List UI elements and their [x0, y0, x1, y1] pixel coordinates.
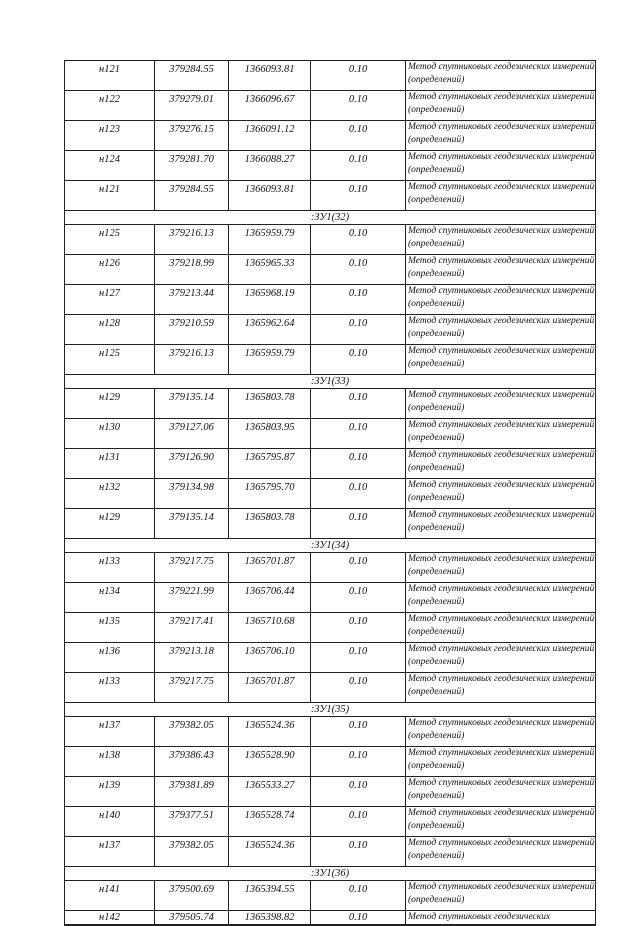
- x-coordinate-cell: 379134.98: [155, 479, 229, 509]
- table-row: [65, 419, 596, 449]
- coordinates-table: [64, 60, 596, 926]
- point-name-cell: н136: [65, 643, 155, 673]
- point-name-cell: н129: [65, 389, 155, 419]
- method-cell: Метод спутниковых геодезических измерений (определений): [406, 613, 596, 643]
- y-coordinate-cell: 1365701.87: [229, 673, 311, 703]
- table-row: [65, 315, 596, 345]
- accuracy-cell: 0.10: [311, 419, 406, 449]
- accuracy-cell: 0.10: [311, 643, 406, 673]
- method-cell: Метод спутниковых геодезических измерений (определений): [406, 449, 596, 479]
- accuracy-cell: 0.10: [311, 747, 406, 777]
- point-name-cell: н125: [65, 345, 155, 375]
- section-title: :ЗУ1(36): [65, 867, 596, 881]
- table-row: [65, 151, 596, 181]
- table-row: [65, 747, 596, 777]
- table-row: [65, 777, 596, 807]
- table-row: [65, 583, 596, 613]
- section-header-row: [65, 703, 596, 717]
- accuracy-cell: 0.10: [311, 285, 406, 315]
- method-cell: Метод спутниковых геодезических измерений (определений): [406, 389, 596, 419]
- point-name-cell: н141: [65, 881, 155, 911]
- method-cell: Метод спутниковых геодезических: [406, 911, 596, 926]
- section-header-row: [65, 211, 596, 225]
- point-name-cell: н129: [65, 509, 155, 539]
- table-row: [65, 837, 596, 867]
- table-row: [65, 345, 596, 375]
- accuracy-cell: 0.10: [311, 673, 406, 703]
- accuracy-cell: 0.10: [311, 881, 406, 911]
- coordinates-document: [64, 60, 595, 926]
- point-name-cell: н138: [65, 747, 155, 777]
- x-coordinate-cell: 379284.55: [155, 61, 229, 91]
- point-name-cell: н140: [65, 807, 155, 837]
- table-row: [65, 91, 596, 121]
- accuracy-cell: 0.10: [311, 181, 406, 211]
- accuracy-cell: 0.10: [311, 553, 406, 583]
- table-row: [65, 553, 596, 583]
- y-coordinate-cell: 1365394.55: [229, 881, 311, 911]
- x-coordinate-cell: 379381.89: [155, 777, 229, 807]
- accuracy-cell: 0.10: [311, 225, 406, 255]
- accuracy-cell: 0.10: [311, 449, 406, 479]
- accuracy-cell: 0.10: [311, 151, 406, 181]
- x-coordinate-cell: 379382.05: [155, 837, 229, 867]
- method-cell: Метод спутниковых геодезических измерений (определений): [406, 91, 596, 121]
- point-name-cell: н139: [65, 777, 155, 807]
- y-coordinate-cell: 1365795.70: [229, 479, 311, 509]
- x-coordinate-cell: 379279.01: [155, 91, 229, 121]
- method-cell: Метод спутниковых геодезических измерений (определений): [406, 807, 596, 837]
- x-coordinate-cell: 379126.90: [155, 449, 229, 479]
- section-title: :ЗУ1(32): [65, 211, 596, 225]
- point-name-cell: н142: [65, 911, 155, 926]
- point-name-cell: н124: [65, 151, 155, 181]
- method-cell: Метод спутниковых геодезических измерений (определений): [406, 747, 596, 777]
- table-row: [65, 509, 596, 539]
- method-cell: Метод спутниковых геодезических измерений (определений): [406, 225, 596, 255]
- y-coordinate-cell: 1365803.95: [229, 419, 311, 449]
- table-row: [65, 643, 596, 673]
- method-cell: Метод спутниковых геодезических измерений (определений): [406, 553, 596, 583]
- table-row: [65, 225, 596, 255]
- method-cell: Метод спутниковых геодезических измерений (определений): [406, 315, 596, 345]
- x-coordinate-cell: 379276.15: [155, 121, 229, 151]
- y-coordinate-cell: 1366091.12: [229, 121, 311, 151]
- y-coordinate-cell: 1366096.67: [229, 91, 311, 121]
- y-coordinate-cell: 1365524.36: [229, 717, 311, 747]
- method-cell: Метод спутниковых геодезических измерений (определений): [406, 509, 596, 539]
- point-name-cell: н122: [65, 91, 155, 121]
- method-cell: Метод спутниковых геодезических измерений (определений): [406, 777, 596, 807]
- accuracy-cell: 0.10: [311, 583, 406, 613]
- section-header-row: [65, 867, 596, 881]
- accuracy-cell: 0.10: [311, 613, 406, 643]
- table-row: [65, 613, 596, 643]
- point-name-cell: н133: [65, 553, 155, 583]
- y-coordinate-cell: 1365962.64: [229, 315, 311, 345]
- accuracy-cell: 0.10: [311, 315, 406, 345]
- table-row: [65, 449, 596, 479]
- method-cell: Метод спутниковых геодезических измерений (определений): [406, 255, 596, 285]
- table-row: [65, 285, 596, 315]
- table-row: [65, 807, 596, 837]
- y-coordinate-cell: 1366093.81: [229, 181, 311, 211]
- table-row: [65, 673, 596, 703]
- y-coordinate-cell: 1365710.68: [229, 613, 311, 643]
- method-cell: Метод спутниковых геодезических измерений (определений): [406, 151, 596, 181]
- table-row: [65, 717, 596, 747]
- x-coordinate-cell: 379500.69: [155, 881, 229, 911]
- y-coordinate-cell: 1365803.78: [229, 389, 311, 419]
- section-header-row: [65, 375, 596, 389]
- y-coordinate-cell: 1365965.33: [229, 255, 311, 285]
- point-name-cell: н125: [65, 225, 155, 255]
- accuracy-cell: 0.10: [311, 777, 406, 807]
- point-name-cell: н135: [65, 613, 155, 643]
- y-coordinate-cell: 1366093.81: [229, 61, 311, 91]
- y-coordinate-cell: 1365528.74: [229, 807, 311, 837]
- method-cell: Метод спутниковых геодезических измерений (определений): [406, 121, 596, 151]
- x-coordinate-cell: 379213.44: [155, 285, 229, 315]
- section-title: :ЗУ1(33): [65, 375, 596, 389]
- y-coordinate-cell: 1365398.82: [229, 911, 311, 926]
- point-name-cell: н128: [65, 315, 155, 345]
- accuracy-cell: 0.10: [311, 91, 406, 121]
- x-coordinate-cell: 379218.99: [155, 255, 229, 285]
- coordinates-table-body: [65, 61, 596, 926]
- y-coordinate-cell: 1365706.10: [229, 643, 311, 673]
- x-coordinate-cell: 379221.99: [155, 583, 229, 613]
- y-coordinate-cell: 1365706.44: [229, 583, 311, 613]
- method-cell: Метод спутниковых геодезических измерений (определений): [406, 285, 596, 315]
- x-coordinate-cell: 379127.06: [155, 419, 229, 449]
- x-coordinate-cell: 379382.05: [155, 717, 229, 747]
- x-coordinate-cell: 379217.41: [155, 613, 229, 643]
- y-coordinate-cell: 1365528.90: [229, 747, 311, 777]
- x-coordinate-cell: 379217.75: [155, 553, 229, 583]
- accuracy-cell: 0.10: [311, 61, 406, 91]
- point-name-cell: н133: [65, 673, 155, 703]
- table-row: [65, 181, 596, 211]
- accuracy-cell: 0.10: [311, 837, 406, 867]
- x-coordinate-cell: 379210.59: [155, 315, 229, 345]
- method-cell: Метод спутниковых геодезических измерений (определений): [406, 673, 596, 703]
- section-title: :ЗУ1(34): [65, 539, 596, 553]
- method-cell: Метод спутниковых геодезических измерений (определений): [406, 419, 596, 449]
- y-coordinate-cell: 1365533.27: [229, 777, 311, 807]
- x-coordinate-cell: 379281.70: [155, 151, 229, 181]
- point-name-cell: н127: [65, 285, 155, 315]
- point-name-cell: н121: [65, 61, 155, 91]
- point-name-cell: н137: [65, 837, 155, 867]
- method-cell: Метод спутниковых геодезических измерений (определений): [406, 583, 596, 613]
- accuracy-cell: 0.10: [311, 911, 406, 926]
- point-name-cell: н134: [65, 583, 155, 613]
- accuracy-cell: 0.10: [311, 509, 406, 539]
- accuracy-cell: 0.10: [311, 807, 406, 837]
- method-cell: Метод спутниковых геодезических измерений (определений): [406, 717, 596, 747]
- x-coordinate-cell: 379505.74: [155, 911, 229, 926]
- section-title: :ЗУ1(35): [65, 703, 596, 717]
- table-row: [65, 389, 596, 419]
- x-coordinate-cell: 379213.18: [155, 643, 229, 673]
- accuracy-cell: 0.10: [311, 479, 406, 509]
- accuracy-cell: 0.10: [311, 121, 406, 151]
- y-coordinate-cell: 1366088.27: [229, 151, 311, 181]
- table-row: [65, 881, 596, 911]
- x-coordinate-cell: 379135.14: [155, 389, 229, 419]
- section-header-row: [65, 539, 596, 553]
- x-coordinate-cell: 379217.75: [155, 673, 229, 703]
- table-row: [65, 61, 596, 91]
- method-cell: Метод спутниковых геодезических измерений (определений): [406, 181, 596, 211]
- point-name-cell: н137: [65, 717, 155, 747]
- point-name-cell: н130: [65, 419, 155, 449]
- y-coordinate-cell: 1365803.78: [229, 509, 311, 539]
- y-coordinate-cell: 1365959.79: [229, 225, 311, 255]
- accuracy-cell: 0.10: [311, 255, 406, 285]
- table-row: [65, 255, 596, 285]
- table-row: [65, 911, 596, 926]
- method-cell: Метод спутниковых геодезических измерений (определений): [406, 345, 596, 375]
- point-name-cell: н123: [65, 121, 155, 151]
- accuracy-cell: 0.10: [311, 717, 406, 747]
- x-coordinate-cell: 379386.43: [155, 747, 229, 777]
- method-cell: Метод спутниковых геодезических измерений (определений): [406, 61, 596, 91]
- method-cell: Метод спутниковых геодезических измерений (определений): [406, 643, 596, 673]
- point-name-cell: н126: [65, 255, 155, 285]
- x-coordinate-cell: 379216.13: [155, 345, 229, 375]
- x-coordinate-cell: 379377.51: [155, 807, 229, 837]
- point-name-cell: н132: [65, 479, 155, 509]
- y-coordinate-cell: 1365701.87: [229, 553, 311, 583]
- y-coordinate-cell: 1365524.36: [229, 837, 311, 867]
- method-cell: Метод спутниковых геодезических измерений (определений): [406, 837, 596, 867]
- y-coordinate-cell: 1365968.19: [229, 285, 311, 315]
- x-coordinate-cell: 379135.14: [155, 509, 229, 539]
- accuracy-cell: 0.10: [311, 389, 406, 419]
- point-name-cell: н121: [65, 181, 155, 211]
- point-name-cell: н131: [65, 449, 155, 479]
- table-row: [65, 121, 596, 151]
- table-row: [65, 479, 596, 509]
- method-cell: Метод спутниковых геодезических измерений (определений): [406, 881, 596, 911]
- y-coordinate-cell: 1365959.79: [229, 345, 311, 375]
- method-cell: Метод спутниковых геодезических измерений (определений): [406, 479, 596, 509]
- x-coordinate-cell: 379284.55: [155, 181, 229, 211]
- y-coordinate-cell: 1365795.87: [229, 449, 311, 479]
- x-coordinate-cell: 379216.13: [155, 225, 229, 255]
- accuracy-cell: 0.10: [311, 345, 406, 375]
